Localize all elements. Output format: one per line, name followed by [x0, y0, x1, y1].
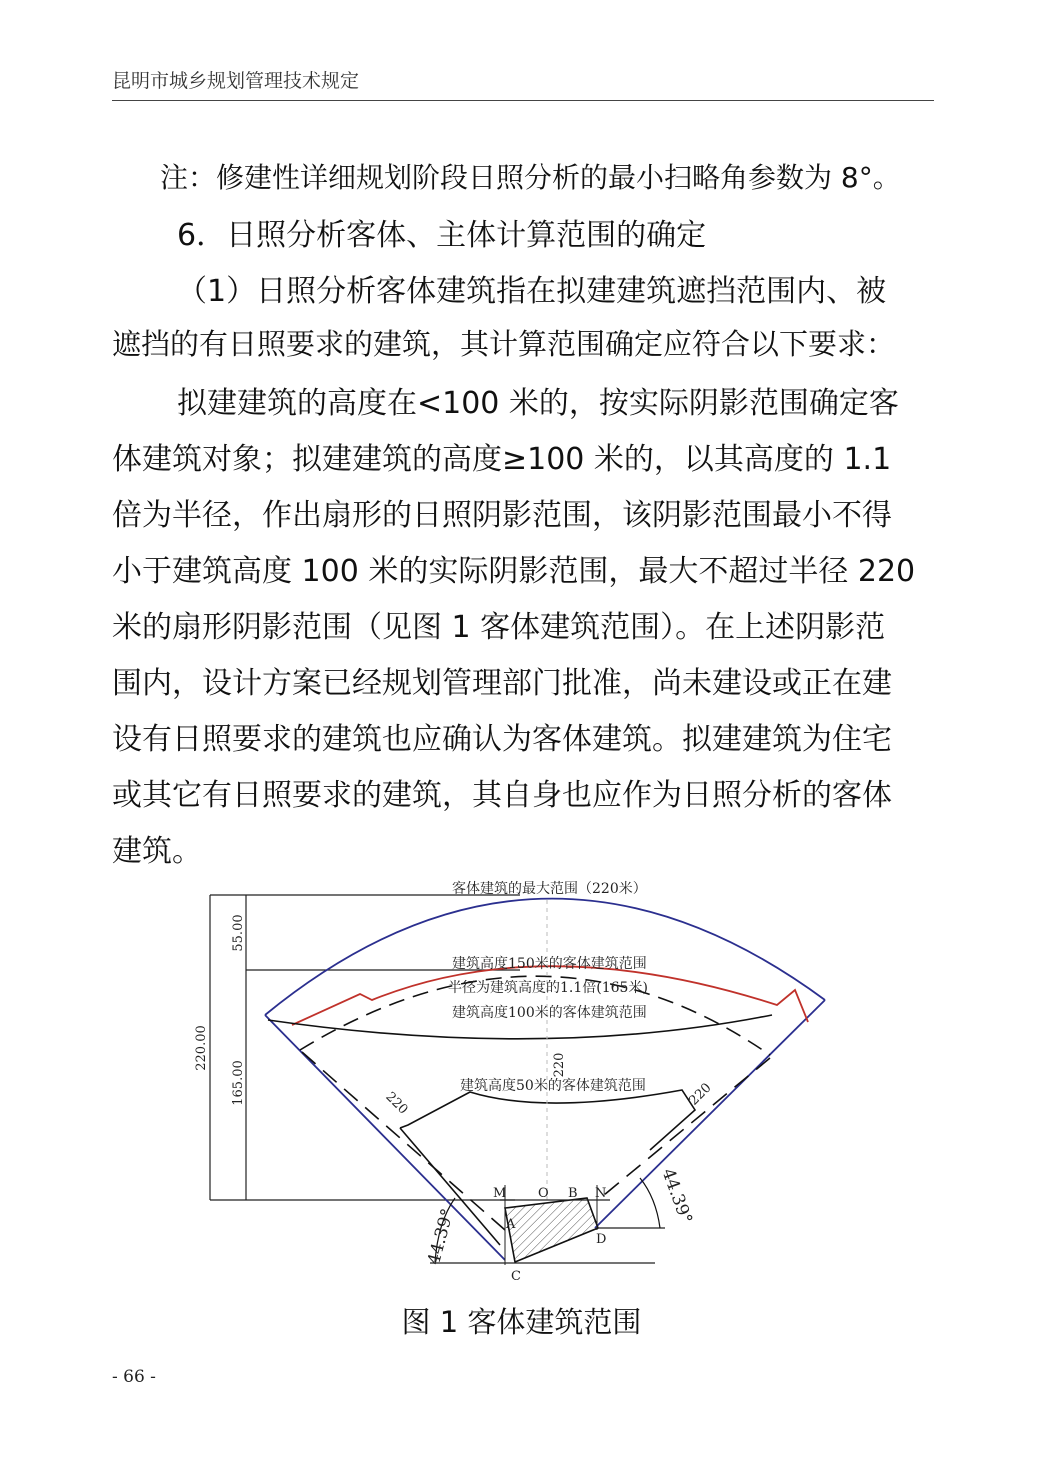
angle-left-label: 44.39° [424, 1206, 459, 1267]
paragraph-line: 或其它有日照要求的建筑，其自身也应作为日照分析的客体 [112, 778, 892, 813]
dim-lower-label: 165.00 [231, 1060, 246, 1106]
point-c-label: C [511, 1269, 521, 1284]
label-220-left: 220 [382, 1089, 411, 1118]
label-220-center: 220 [552, 1052, 567, 1078]
figure-caption: 图 1 客体建筑范围 [401, 1305, 642, 1339]
page-number: - 66 - [112, 1367, 156, 1387]
label-range-100: 建筑高度100米的客体建筑范围 [452, 1005, 647, 1021]
paragraph-line: 拟建建筑的高度在<100 米的，按实际阴影范围确定客 [177, 386, 899, 421]
paragraph-line: （1）日照分析客体建筑指在拟建建筑遮挡范围内、被 [177, 274, 887, 309]
point-a-label: A [506, 1217, 516, 1232]
point-o-label: O [538, 1186, 549, 1201]
paragraph-line: 建筑。 [112, 834, 202, 869]
label-range-165: 半径为建筑高度的1.1倍(165米) [448, 980, 648, 996]
label-max-range: 客体建筑的最大范围（220米） [452, 881, 647, 897]
label-range-50: 建筑高度50米的客体建筑范围 [460, 1078, 646, 1094]
paragraph-line: 米的扇形阴影范围（见图 1 客体建筑范围）。在上述阴影范 [112, 610, 886, 645]
angle-arc-right [640, 1178, 660, 1228]
label-220-right: 220 [686, 1080, 715, 1109]
paragraph-line: 倍为半径，作出扇形的日照阴影范围，该阴影范围最小不得 [112, 498, 892, 533]
paragraph-line: 体建筑对象；拟建建筑的高度≥100 米的，以其高度的 1.1 [112, 442, 892, 477]
point-b-label: B [568, 1186, 578, 1201]
header-title: 昆明市城乡规划管理技术规定 [112, 70, 360, 92]
label-range-150: 建筑高度150米的客体建筑范围 [452, 956, 647, 972]
note-text: 注：修建性详细规划阶段日照分析的最小扫略角参数为 8°。 [160, 161, 901, 194]
dim-upper-label: 55.00 [231, 914, 246, 952]
paragraph-line: 小于建筑高度 100 米的实际阴影范围，最大不超过半径 220 [112, 554, 916, 589]
point-m-label: M [493, 1186, 507, 1201]
fan-left-edge [265, 1015, 505, 1260]
paragraph-line: 围内，设计方案已经规划管理部门批准，尚未建设或正在建 [112, 666, 892, 701]
paragraph-line: 遮挡的有日照要求的建筑，其计算范围确定应符合以下要求： [112, 327, 896, 361]
point-n-label: N [595, 1186, 607, 1201]
point-d-label: D [596, 1232, 607, 1247]
building-footprint [505, 1198, 598, 1262]
paragraph-line: 设有日照要求的建筑也应确认为客体建筑。拟建建筑为住宅 [112, 722, 892, 757]
angle-right-label: 44.39° [657, 1166, 696, 1227]
section-heading: 6．日照分析客体、主体计算范围的确定 [177, 218, 707, 253]
dim-total-label: 220.00 [194, 1025, 209, 1071]
